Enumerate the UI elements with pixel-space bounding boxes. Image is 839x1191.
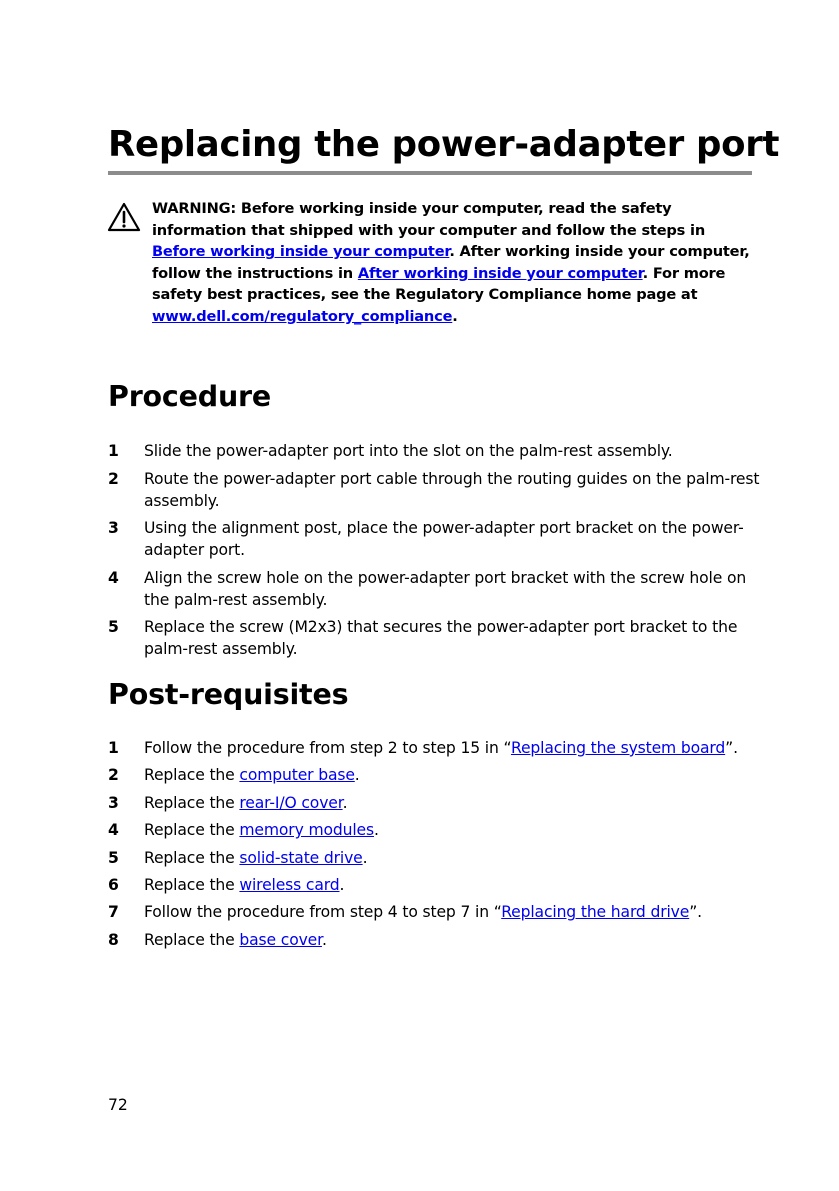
link-wireless-card[interactable]: wireless card xyxy=(239,875,340,894)
procedure-heading: Procedure xyxy=(108,380,272,413)
list-item: 8 Replace the base cover. xyxy=(108,930,327,949)
list-item: 4 Replace the memory modules. xyxy=(108,821,379,840)
link-solid-state-drive[interactable]: solid-state drive xyxy=(239,848,363,867)
procedure-steps xyxy=(108,440,763,666)
list-item: 5 Replace the screw (M2x3) that secures the power-adapter port bracket to the palm-rest assembly. xyxy=(108,618,738,658)
list-item: 1 Follow the procedure from step 2 to step 15 in “Replacing the system board”. xyxy=(108,739,738,757)
page-number: 72 xyxy=(108,1096,128,1114)
list-item: 4 Align the screw hole on the power-adapter port bracket with the screw hole on the palm-rest assembly. xyxy=(108,568,747,609)
link-replacing-hard-drive[interactable]: Replacing the hard drive xyxy=(501,903,690,922)
list-item: 3 Using the alignment post, place the power-adapter port bracket on the power-adapter port. xyxy=(108,519,744,559)
link-computer-base[interactable]: computer base xyxy=(239,766,355,785)
list-item: 3 Replace the rear-I/O cover. xyxy=(108,793,348,812)
post-requisites-heading: Post-requisites xyxy=(108,678,349,711)
post-requisites-steps xyxy=(108,737,763,956)
link-regulatory-compliance[interactable]: www.dell.com/regulatory_compliance xyxy=(152,307,453,325)
link-memory-modules[interactable]: memory modules xyxy=(239,821,374,840)
link-rear-io-cover[interactable]: rear-I/O cover xyxy=(239,793,343,812)
link-replacing-system-board[interactable]: Replacing the system board xyxy=(510,739,726,757)
page-title: Replacing the power-adapter port xyxy=(108,124,780,165)
title-divider xyxy=(108,171,752,175)
warning-triangle-icon xyxy=(107,202,141,232)
list-item: 7 Follow the procedure from step 4 to step 7 in “Replacing the hard drive”. xyxy=(108,903,702,922)
list-item: 5 Replace the solid-state drive. xyxy=(108,848,368,867)
link-base-cover[interactable]: base cover xyxy=(239,930,322,949)
link-after-working[interactable]: After working inside your computer xyxy=(357,264,643,282)
list-item: 2 Route the power-adapter port cable through the routing guides on the palm-rest assembly. xyxy=(108,469,760,510)
list-item: 1 Slide the power-adapter port into the slot on the palm-rest assembly. xyxy=(108,442,673,460)
list-item: 2 Replace the computer base. xyxy=(108,766,360,785)
list-item: 6 Replace the wireless card. xyxy=(108,875,345,894)
warning-text: WARNING: Before working inside your computer, read the safety information that shipped with your computer and follow the steps in Before working inside your computer. After working inside your computer, follow the instructions in After working inside your computer. For more safety best practices, see the Regulatory Compliance home page at www.dell.com/regulatory_compliance. xyxy=(152,200,750,325)
link-before-working[interactable]: Before working inside your computer xyxy=(152,243,450,261)
